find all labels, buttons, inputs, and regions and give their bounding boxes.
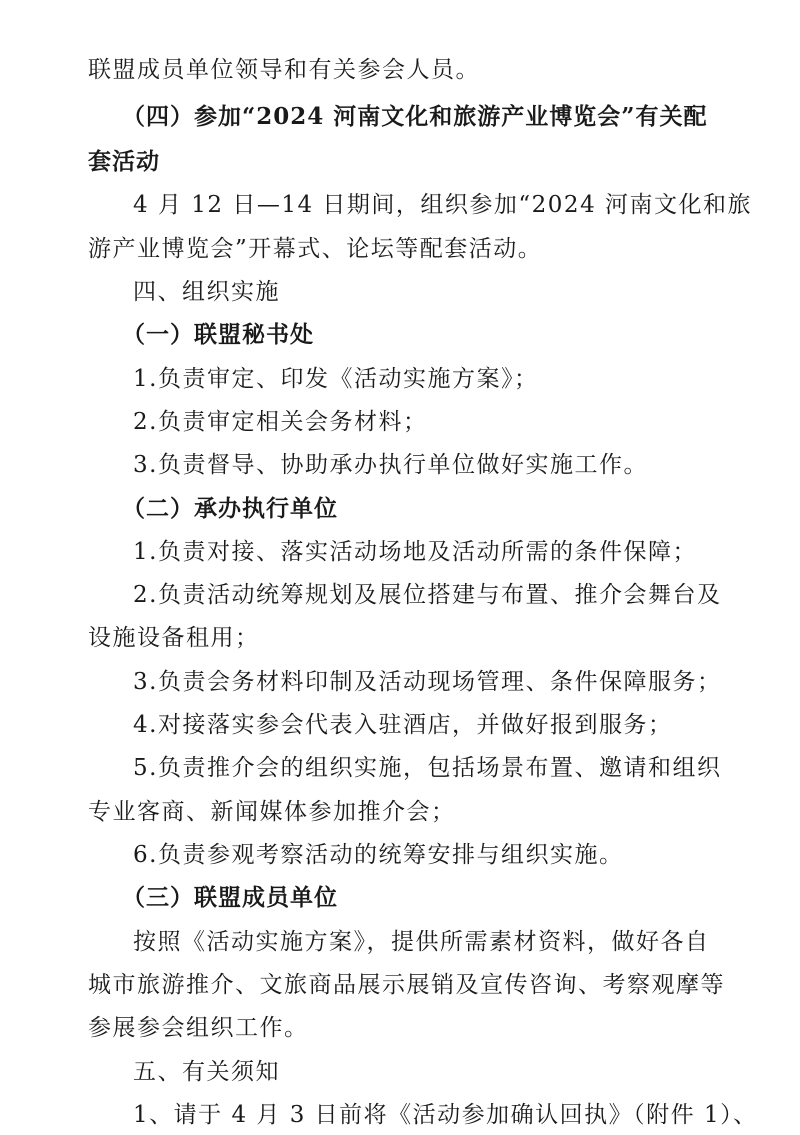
list-item-cont: 设施设备租用； — [88, 625, 260, 651]
list-item: 1.负责审定、印发《活动实施方案》； — [133, 366, 539, 392]
list-item: 4.对接落实参会代表入驻酒店，并做好报到服务； — [133, 712, 673, 738]
text-line: 参展参会组织工作。 — [88, 1015, 309, 1041]
list-item: 3.负责会务材料印制及活动现场管理、条件保障服务； — [133, 669, 722, 695]
list-item: 3.负责督导、协助承办执行单位做好实施工作。 — [133, 452, 648, 478]
text-line: 1、请于 4 月 3 日前将《活动参加确认回执》（附件 1）、 — [133, 1102, 758, 1128]
chapter-heading: 五、有关须知 — [133, 1059, 280, 1085]
text-line: 游产业博览会”开幕式、论坛等配套活动。 — [88, 236, 543, 262]
subsection-heading: （三）联盟成员单位 — [122, 884, 338, 911]
text-line: 按照《活动实施方案》，提供所需素材资料，做好各自 — [133, 929, 710, 955]
chapter-heading: 四、组织实施 — [133, 279, 280, 305]
text-line: 城市旅游推介、文旅商品展示展销及宣传咨询、考察观摩等 — [88, 972, 725, 998]
section-heading-cont: 套活动 — [88, 148, 160, 175]
text-line: 联盟成员单位领导和有关参会人员。 — [88, 57, 480, 83]
list-item: 5.负责推介会的组织实施，包括场景布置、邀请和组织 — [133, 755, 722, 781]
list-item-cont: 专业客商、新闻媒体参加推介会； — [88, 799, 456, 825]
subsection-heading: （一）联盟秘书处 — [122, 321, 314, 348]
list-item: 2.负责活动统筹规划及展位搭建与布置、推介会舞台及 — [133, 582, 722, 608]
section-heading: （四）参加“2024 河南文化和旅游产业博览会”有关配 — [122, 103, 708, 130]
subsection-heading: （二）承办执行单位 — [122, 495, 338, 522]
text-line: 4 月 12 日—14 日期间，组织参加“2024 河南文化和旅 — [133, 192, 753, 218]
list-item: 2.负责审定相关会务材料； — [133, 409, 428, 435]
list-item: 6.负责参观考察活动的统筹安排与组织实施。 — [133, 842, 624, 868]
list-item: 1.负责对接、落实活动场地及活动所需的条件保障； — [133, 539, 697, 565]
